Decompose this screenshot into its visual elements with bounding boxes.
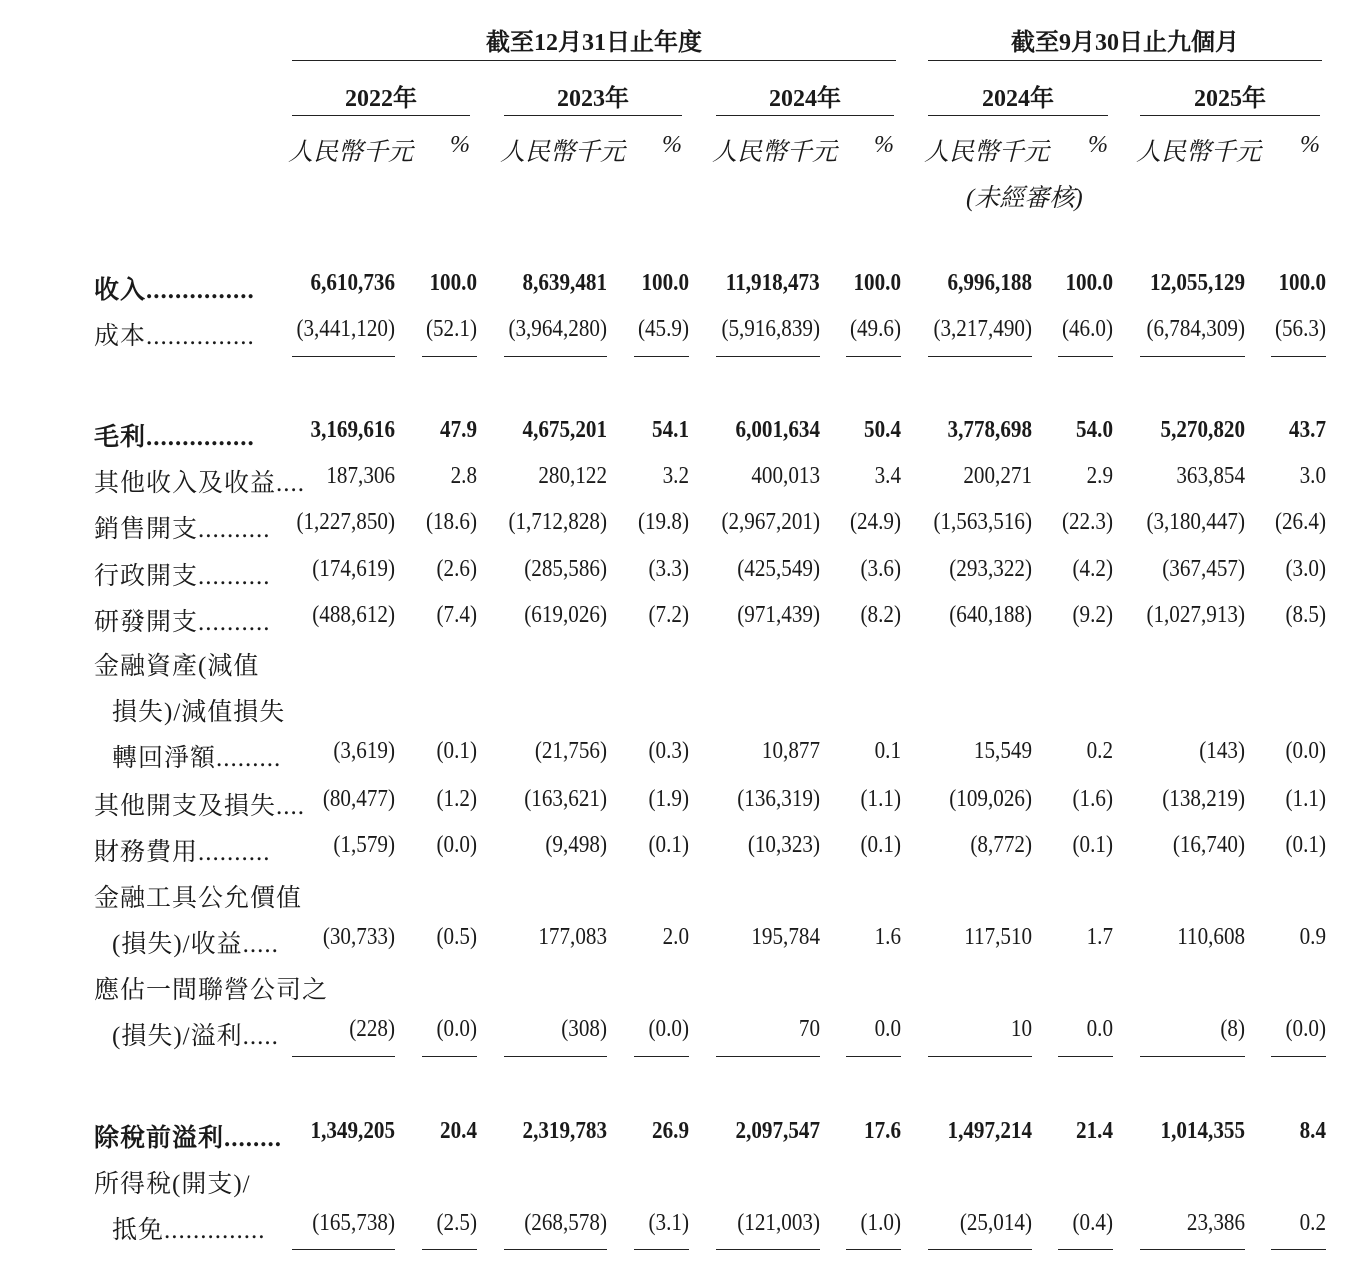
percent-cell: (24.9)	[849, 509, 901, 535]
amount-cell: (1,027,913)	[1146, 602, 1245, 628]
amount-cell: (308)	[561, 1016, 607, 1042]
percent-cell: (0.3)	[648, 738, 689, 764]
percent-cell: (0.4)	[1072, 1210, 1113, 1236]
amount-cell: 1,497,214	[947, 1118, 1032, 1144]
percent-cell: (26.4)	[1274, 509, 1326, 535]
amount-cell: (3,964,280)	[508, 316, 607, 342]
unit-header: 人民幣千元	[712, 139, 838, 166]
amount-cell: (285,586)	[524, 556, 607, 582]
percent-cell: (18.6)	[425, 509, 477, 535]
percent-cell: (3.0)	[1285, 556, 1326, 582]
amount-cell: 11,918,473	[726, 270, 820, 296]
subtotal-rule	[1140, 356, 1245, 357]
row-label: 金融工具公允價值	[94, 885, 303, 912]
percent-cell: (9.2)	[1072, 602, 1113, 628]
subtotal-rule	[928, 1056, 1032, 1057]
percent-cell: (2.5)	[436, 1210, 477, 1236]
percent-cell: 100.0	[1278, 270, 1326, 296]
row-label: 收入...............	[94, 277, 255, 304]
pct-header: %	[662, 132, 682, 158]
percent-cell: 3.0	[1299, 463, 1326, 489]
row-label: 成本...............	[94, 323, 255, 350]
amount-cell: 4,675,201	[522, 417, 607, 443]
amount-cell: 6,610,736	[310, 270, 395, 296]
year-rule-2023	[504, 115, 682, 116]
amount-cell: (163,621)	[524, 786, 607, 812]
percent-cell: (0.0)	[436, 832, 477, 858]
amount-cell: (1,227,850)	[296, 509, 395, 535]
row-label: 轉回淨額.........	[112, 745, 282, 772]
year-header-2024-nine-months: 2024年	[982, 86, 1054, 112]
percent-cell: 0.9	[1299, 924, 1326, 950]
row-label: 研發開支..........	[94, 609, 271, 636]
percent-cell: (0.0)	[1285, 1016, 1326, 1042]
row-label: 除稅前溢利........	[94, 1125, 283, 1152]
amount-cell: (136,319)	[737, 786, 820, 812]
amount-cell: 10	[1010, 1016, 1032, 1042]
percent-cell: (56.3)	[1274, 316, 1326, 342]
amount-cell: 363,854	[1176, 463, 1245, 489]
pct-header: %	[1300, 132, 1320, 158]
year-rule-2022	[292, 115, 470, 116]
subtotal-rule	[634, 356, 689, 357]
subtotal-rule	[1271, 356, 1326, 357]
percent-cell: 100.0	[641, 270, 689, 296]
amount-cell: 15,549	[973, 738, 1032, 764]
year-header-2023: 2023年	[557, 86, 629, 112]
subtotal-rule	[422, 1056, 477, 1057]
amount-cell: (143)	[1199, 738, 1245, 764]
subtotal-rule	[846, 356, 901, 357]
unit-header: 人民幣千元	[500, 139, 626, 166]
amount-cell: (16,740)	[1172, 832, 1245, 858]
row-label: 其他收入及收益....	[94, 470, 306, 497]
percent-cell: 0.2	[1299, 1210, 1326, 1236]
amount-cell: (174,619)	[312, 556, 395, 582]
percent-cell: 0.1	[874, 738, 901, 764]
nine-month-header-rule	[928, 60, 1322, 61]
amount-cell: 110,608	[1177, 924, 1245, 950]
percent-cell: (1.1)	[1285, 786, 1326, 812]
percent-cell: (1.1)	[860, 786, 901, 812]
percent-cell: (0.1)	[436, 738, 477, 764]
amount-cell: (425,549)	[737, 556, 820, 582]
percent-cell: (4.2)	[1072, 556, 1113, 582]
row-label: 抵免..............	[112, 1217, 266, 1244]
amount-cell: (2,967,201)	[721, 509, 820, 535]
row-label: 毛利...............	[94, 424, 255, 451]
percent-cell: (1.0)	[860, 1210, 901, 1236]
percent-cell: 17.6	[864, 1118, 901, 1144]
amount-cell: 1,349,205	[310, 1118, 395, 1144]
amount-cell: 177,083	[538, 924, 607, 950]
percent-cell: 47.9	[440, 417, 477, 443]
amount-cell: 3,778,698	[947, 417, 1032, 443]
amount-cell: 280,122	[538, 463, 607, 489]
percent-cell: (1.9)	[648, 786, 689, 812]
amount-cell: (488,612)	[312, 602, 395, 628]
percent-cell: (0.1)	[648, 832, 689, 858]
unit-header: 人民幣千元	[924, 139, 1050, 166]
percent-cell: 26.9	[652, 1118, 689, 1144]
subtotal-rule	[292, 356, 395, 357]
percent-cell: (0.0)	[1285, 738, 1326, 764]
subtotal-rule	[504, 1056, 607, 1057]
pct-header: %	[450, 132, 470, 158]
subtotal-rule	[504, 356, 607, 357]
subtotal-rule	[634, 1056, 689, 1057]
amount-cell: (10,323)	[747, 832, 820, 858]
amount-cell: 2,319,783	[522, 1118, 607, 1144]
row-label: 行政開支..........	[94, 563, 271, 590]
annual-period-header: 截至12月31日止年度	[486, 30, 702, 56]
percent-cell: (1.6)	[1072, 786, 1113, 812]
amount-cell: 23,386	[1186, 1210, 1245, 1236]
amount-cell: (640,188)	[949, 602, 1032, 628]
pct-header: %	[1088, 132, 1108, 158]
row-label: 金融資產(減值	[94, 653, 260, 680]
amount-cell: (21,756)	[534, 738, 607, 764]
year-header-2024-annual: 2024年	[769, 86, 841, 112]
amount-cell: (8,772)	[970, 832, 1032, 858]
year-rule-2024-annual	[716, 115, 894, 116]
amount-cell: 400,013	[751, 463, 820, 489]
subtotal-rule	[716, 1249, 820, 1250]
percent-cell: (52.1)	[425, 316, 477, 342]
percent-cell: 1.7	[1086, 924, 1113, 950]
percent-cell: 20.4	[440, 1118, 477, 1144]
year-rule-2024-nine-months	[928, 115, 1108, 116]
row-label: 應佔一間聯營公司之	[94, 977, 329, 1004]
subtotal-rule	[1271, 1249, 1326, 1250]
amount-cell: 6,001,634	[735, 417, 820, 443]
percent-cell: 54.0	[1076, 417, 1113, 443]
row-label: 其他開支及損失....	[94, 793, 306, 820]
amount-cell: (5,916,839)	[721, 316, 820, 342]
percent-cell: 8.4	[1299, 1118, 1326, 1144]
percent-cell: (7.4)	[436, 602, 477, 628]
amount-cell: (971,439)	[737, 602, 820, 628]
percent-cell: 100.0	[853, 270, 901, 296]
amount-cell: (1,579)	[333, 832, 395, 858]
subtotal-rule	[846, 1249, 901, 1250]
unaudited-note: (未經審核)	[966, 185, 1083, 212]
subtotal-rule	[928, 1249, 1032, 1250]
row-label: 財務費用..........	[94, 839, 271, 866]
percent-cell: 2.9	[1086, 463, 1113, 489]
percent-cell: (0.0)	[436, 1016, 477, 1042]
amount-cell: 187,306	[326, 463, 395, 489]
percent-cell: (46.0)	[1061, 316, 1113, 342]
subtotal-rule	[928, 356, 1032, 357]
percent-cell: (3.1)	[648, 1210, 689, 1236]
row-label: 所得稅(開支)/	[94, 1171, 251, 1198]
amount-cell: (121,003)	[737, 1210, 820, 1236]
percent-cell: 1.6	[874, 924, 901, 950]
percent-cell: 50.4	[864, 417, 901, 443]
percent-cell: (0.1)	[1285, 832, 1326, 858]
amount-cell: 12,055,129	[1149, 270, 1245, 296]
amount-cell: 195,784	[751, 924, 820, 950]
row-label: 損失)/減值損失	[112, 699, 286, 726]
subtotal-rule	[1271, 1056, 1326, 1057]
amount-cell: (3,180,447)	[1146, 509, 1245, 535]
subtotal-rule	[1140, 1249, 1245, 1250]
amount-cell: 2,097,547	[735, 1118, 820, 1144]
percent-cell: 2.8	[450, 463, 477, 489]
subtotal-rule	[422, 1249, 477, 1250]
amount-cell: 8,639,481	[522, 270, 607, 296]
subtotal-rule	[716, 1056, 820, 1057]
subtotal-rule	[1058, 356, 1113, 357]
annual-header-rule	[292, 60, 896, 61]
amount-cell: (619,026)	[524, 602, 607, 628]
percent-cell: (45.9)	[637, 316, 689, 342]
amount-cell: (80,477)	[322, 786, 395, 812]
subtotal-rule	[292, 1056, 395, 1057]
percent-cell: (49.6)	[849, 316, 901, 342]
amount-cell: (6,784,309)	[1146, 316, 1245, 342]
percent-cell: 100.0	[429, 270, 477, 296]
row-label: (損失)/溢利.....	[112, 1023, 279, 1050]
percent-cell: (0.1)	[860, 832, 901, 858]
amount-cell: 5,270,820	[1160, 417, 1245, 443]
amount-cell: (1,712,828)	[508, 509, 607, 535]
percent-cell: (7.2)	[648, 602, 689, 628]
amount-cell: (165,738)	[312, 1210, 395, 1236]
year-header-2022: 2022年	[345, 86, 417, 112]
percent-cell: 0.0	[1086, 1016, 1113, 1042]
amount-cell: (3,619)	[333, 738, 395, 764]
percent-cell: 3.4	[874, 463, 901, 489]
percent-cell: 0.0	[874, 1016, 901, 1042]
subtotal-rule	[634, 1249, 689, 1250]
amount-cell: (228)	[349, 1016, 395, 1042]
percent-cell: (2.6)	[436, 556, 477, 582]
amount-cell: (138,219)	[1162, 786, 1245, 812]
amount-cell: (3,441,120)	[296, 316, 395, 342]
row-label: (損失)/收益.....	[112, 931, 279, 958]
subtotal-rule	[504, 1249, 607, 1250]
amount-cell: 6,996,188	[947, 270, 1032, 296]
unit-header: 人民幣千元	[288, 139, 414, 166]
percent-cell: (8.5)	[1285, 602, 1326, 628]
amount-cell: (367,457)	[1162, 556, 1245, 582]
amount-cell: (293,322)	[949, 556, 1032, 582]
percent-cell: 54.1	[652, 417, 689, 443]
amount-cell: (3,217,490)	[933, 316, 1032, 342]
percent-cell: (1.2)	[436, 786, 477, 812]
amount-cell: 3,169,616	[310, 417, 395, 443]
percent-cell: (3.6)	[860, 556, 901, 582]
year-rule-2025	[1140, 115, 1320, 116]
subtotal-rule	[846, 1056, 901, 1057]
percent-cell: 0.2	[1086, 738, 1113, 764]
subtotal-rule	[1140, 1056, 1245, 1057]
percent-cell: 100.0	[1065, 270, 1113, 296]
amount-cell: 117,510	[964, 924, 1032, 950]
percent-cell: (22.3)	[1061, 509, 1113, 535]
subtotal-rule	[422, 356, 477, 357]
subtotal-rule	[1058, 1249, 1113, 1250]
amount-cell: (109,026)	[949, 786, 1032, 812]
amount-cell: 1,014,355	[1160, 1118, 1245, 1144]
percent-cell: (0.1)	[1072, 832, 1113, 858]
percent-cell: (0.0)	[648, 1016, 689, 1042]
pct-header: %	[874, 132, 894, 158]
percent-cell: (8.2)	[860, 602, 901, 628]
amount-cell: (9,498)	[545, 832, 607, 858]
amount-cell: 200,271	[963, 463, 1032, 489]
row-label: 銷售開支..........	[94, 516, 271, 543]
subtotal-rule	[716, 356, 820, 357]
percent-cell: 21.4	[1076, 1118, 1113, 1144]
nine-month-period-header: 截至9月30日止九個月	[1011, 30, 1239, 56]
percent-cell: (0.5)	[436, 924, 477, 950]
subtotal-rule	[1058, 1056, 1113, 1057]
amount-cell: (1,563,516)	[933, 509, 1032, 535]
year-header-2025: 2025年	[1194, 86, 1266, 112]
percent-cell: 43.7	[1289, 417, 1326, 443]
percent-cell: (3.3)	[648, 556, 689, 582]
amount-cell: (268,578)	[524, 1210, 607, 1236]
unit-header: 人民幣千元	[1136, 139, 1262, 166]
amount-cell: 70	[798, 1016, 820, 1042]
subtotal-rule	[292, 1249, 395, 1250]
percent-cell: 2.0	[662, 924, 689, 950]
amount-cell: (8)	[1220, 1016, 1245, 1042]
percent-cell: 3.2	[662, 463, 689, 489]
amount-cell: 10,877	[761, 738, 820, 764]
percent-cell: (19.8)	[637, 509, 689, 535]
amount-cell: (25,014)	[959, 1210, 1032, 1236]
amount-cell: (30,733)	[322, 924, 395, 950]
